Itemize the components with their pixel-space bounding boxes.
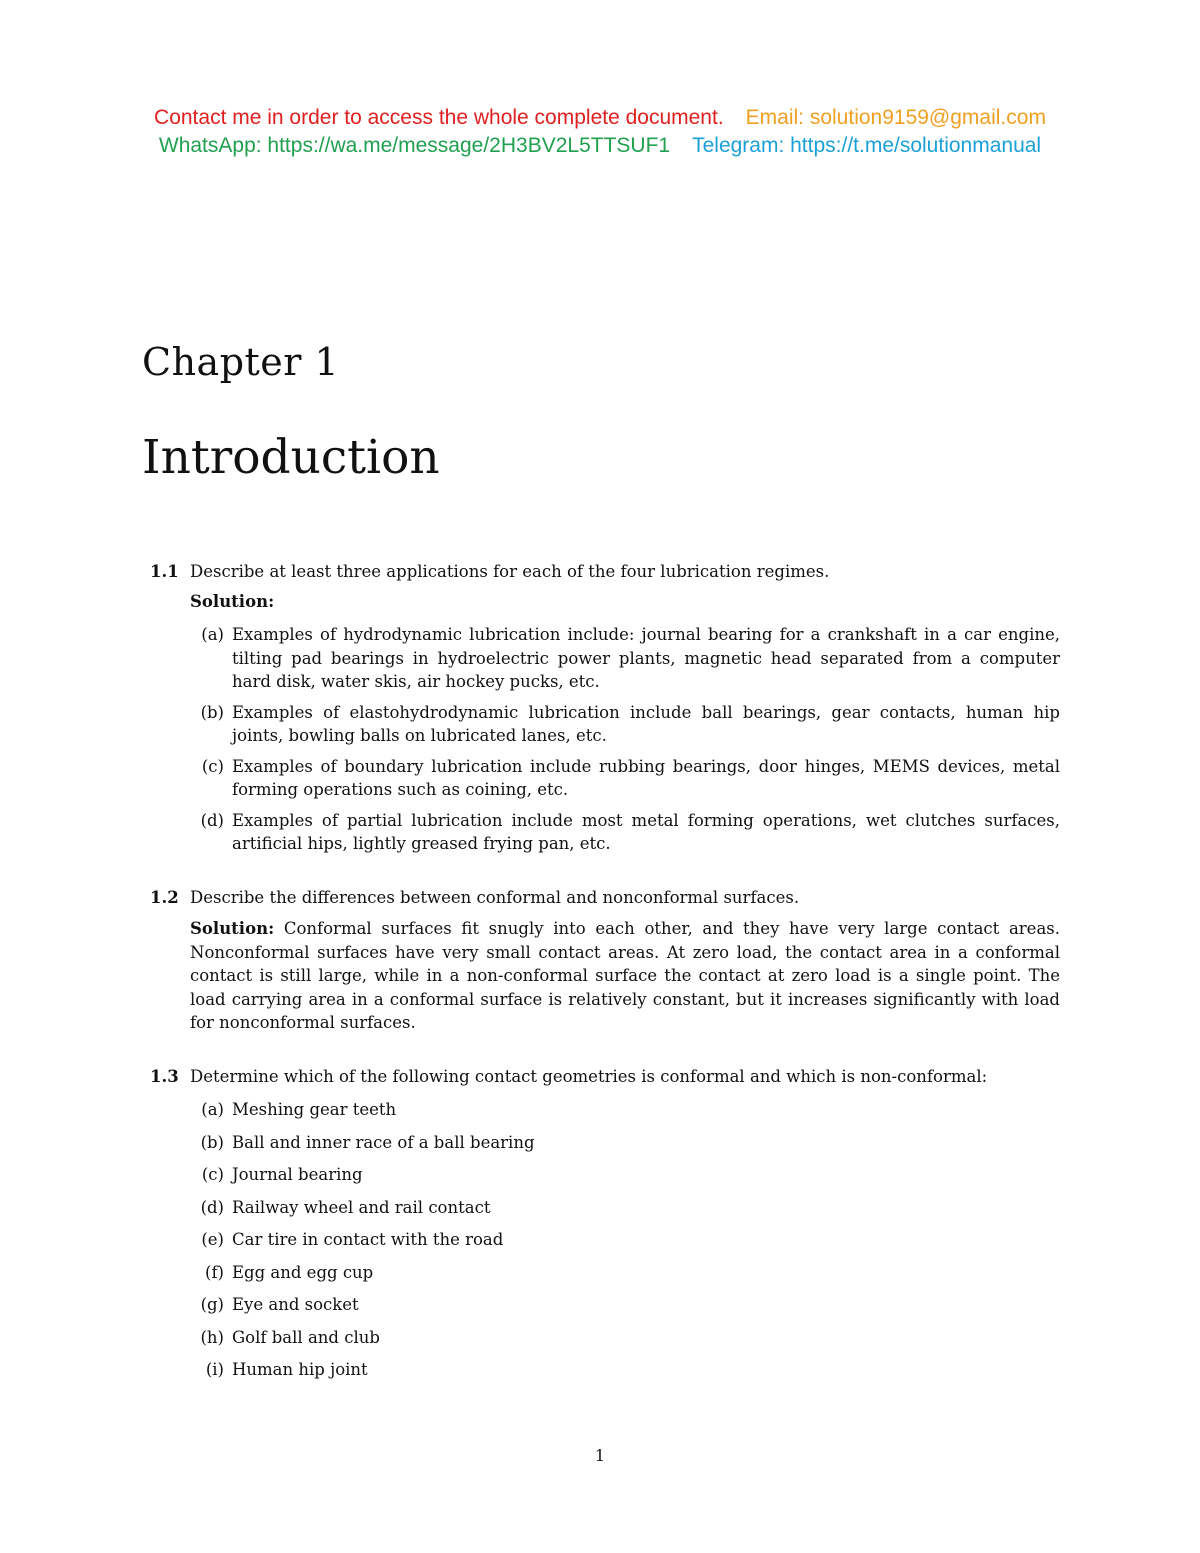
item-marker: (d) bbox=[200, 810, 224, 830]
problem-1-2 bbox=[150, 886, 1060, 1035]
item-marker: (b) bbox=[200, 702, 224, 722]
problem-1-1 bbox=[150, 560, 1060, 856]
email-link[interactable]: Email: solution9159@gmail.com bbox=[745, 106, 1046, 129]
problem-question: Describe the differences between conformal and nonconformal surfaces. bbox=[190, 887, 800, 907]
problem-question: Describe at least three applications for each of the four lubrication regimes. bbox=[190, 562, 830, 581]
telegram-link[interactable]: Telegram: https://t.me/solutionmanual bbox=[692, 134, 1042, 157]
item-text: Examples of boundary lubrication include rubbing bearings, door hinges, MEMS devices, metal forming operations such as coining, etc. bbox=[232, 756, 1060, 799]
problem-number: 1.1 bbox=[150, 562, 179, 581]
solution-list bbox=[190, 623, 1060, 856]
contact-message: Contact me in order to access the whole complete document. bbox=[154, 106, 724, 129]
problem-number: 1.3 bbox=[150, 1066, 179, 1086]
contact-banner bbox=[0, 104, 1200, 160]
item-marker: (f) bbox=[205, 1262, 224, 1282]
list-item bbox=[190, 1098, 1060, 1122]
item-text: Examples of partial lubrication include most metal forming operations, wet clutches surfaces, artificial hips, lightly greased frying pan, etc. bbox=[232, 810, 1060, 853]
whatsapp-link[interactable]: WhatsApp: https://wa.me/message/2H3BV2L5TTSUF1 bbox=[158, 134, 671, 157]
item-marker: (a) bbox=[201, 625, 224, 644]
item-text: Examples of hydrodynamic lubrication include: journal bearing for a crankshaft in a car engine, tilting pad bearings in hydroelectric power plants, magnetic head separated from a computer hard disk, water skis, air hockey pucks, etc. bbox=[232, 625, 1060, 691]
problem-number: 1.2 bbox=[150, 887, 179, 907]
item-marker: (h) bbox=[200, 1327, 224, 1347]
solution-label: Solution: bbox=[190, 591, 275, 611]
item-marker: (b) bbox=[200, 1132, 224, 1152]
list-item bbox=[190, 1163, 1060, 1187]
item-text: Golf ball and club bbox=[232, 1327, 380, 1347]
item-marker: (c) bbox=[201, 1165, 224, 1184]
item-marker: (i) bbox=[205, 1360, 224, 1379]
document-body bbox=[150, 560, 1060, 1412]
list-item bbox=[190, 809, 1060, 856]
problem-1-3 bbox=[150, 1065, 1060, 1382]
page-number: 1 bbox=[594, 1446, 606, 1465]
list-item bbox=[190, 1196, 1060, 1220]
banner-line-1 bbox=[0, 104, 1200, 132]
list-item bbox=[190, 623, 1060, 694]
list-item bbox=[190, 1326, 1060, 1350]
item-marker: (d) bbox=[200, 1197, 224, 1217]
item-text: Egg and egg cup bbox=[232, 1262, 374, 1282]
list-item bbox=[190, 1293, 1060, 1317]
chapter-title: Introduction bbox=[142, 430, 440, 485]
list-item bbox=[190, 1358, 1060, 1382]
problem-question: Determine which of the following contact geometries is conformal and which is non-conformal: bbox=[190, 1066, 988, 1086]
item-text: Human hip joint bbox=[232, 1360, 368, 1379]
list-item bbox=[190, 1131, 1060, 1155]
item-text: Eye and socket bbox=[232, 1295, 359, 1314]
item-text: Examples of elastohydrodynamic lubrication include ball bearings, gear contacts, human hip joints, bowling balls on lubricated lanes, etc. bbox=[232, 702, 1060, 745]
item-marker: (g) bbox=[200, 1295, 224, 1314]
item-text: Railway wheel and rail contact bbox=[232, 1197, 491, 1217]
item-text: Car tire in contact with the road bbox=[232, 1230, 504, 1249]
item-marker: (c) bbox=[201, 756, 224, 776]
item-marker: (e) bbox=[201, 1230, 224, 1249]
solution-paragraph bbox=[190, 917, 1060, 1035]
item-text: Ball and inner race of a ball bearing bbox=[232, 1132, 535, 1152]
chapter-label: Chapter 1 bbox=[142, 340, 340, 384]
list-item bbox=[190, 755, 1060, 802]
list-item bbox=[190, 1261, 1060, 1285]
solution-label: Solution: bbox=[190, 919, 275, 938]
list-item bbox=[190, 701, 1060, 748]
list-item bbox=[190, 1228, 1060, 1252]
item-text: Meshing gear teeth bbox=[232, 1100, 397, 1119]
item-marker: (a) bbox=[201, 1100, 224, 1119]
solution-text: Conformal surfaces fit snugly into each other, and they have very large contact areas. Nonconformal surfaces have very small contact areas. At zero load, the contact area in a conformal contact is still large, while in a non-conformal surface the contact at zero load is a single point. The load carrying area in a conformal surface is relatively constant, but it increases significantly with load for nonconformal surfaces. bbox=[190, 919, 1060, 1032]
geometry-list bbox=[190, 1098, 1060, 1382]
item-text: Journal bearing bbox=[232, 1165, 363, 1184]
banner-line-2 bbox=[0, 132, 1200, 160]
